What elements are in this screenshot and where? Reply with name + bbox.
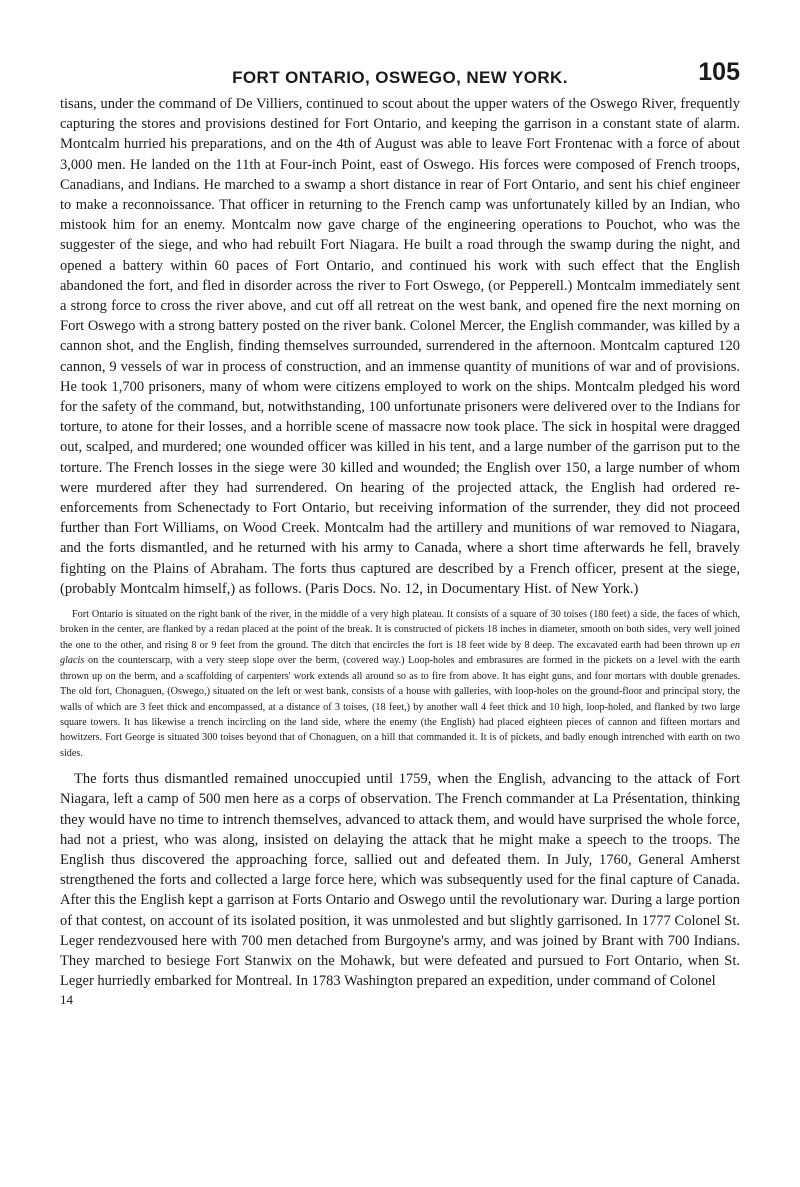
note-text-part-2: on the counterscarp, with a very steep slope over the berm, (covered way.) Loop-holes and embrasures are formed in the pickets on a level with the earth thrown up on the berm, and a scaffolding of carpenters' work extends all around so as to fire from above. It has eight guns, and four mortars with double grenades. The old fort, Chonaguen, (Oswego,) situated on the left or west bank, consists of a house with galleries, with loop-holes on the ground-floor and principal story, the walls of which are 3 feet thick and encompassed, at a distance of 3 toises, (18 feet,) by another wall 4 feet thick and 10 high, loop-holed, and flanked by two large square towers. It has likewise a trench incircling on the land side, where the enemy (the English) had placed eighteen pieces of cannon and fifteen mortars and howitzers. Fort George is situated 300 toises beyond that of Chonaguen, on a hill that commanded it. It is of pickets, and badly enough intrenched with earth on two sides. [60,655,740,759]
running-title: FORT ONTARIO, OSWEGO, NEW YORK. [232,68,568,87]
page-number: 105 [698,58,740,86]
book-page [60,58,740,1008]
signature-mark: 14 [60,992,73,1008]
note-italic-term: en glacis [60,639,740,667]
body-paragraph-2: The forts thus dismantled remained unoccupied until 1759, when the English, advancing to the attack of Fort Niagara, left a camp of 500 men here as a corps of observation. The French commander at La Présentation, thinking they would have no time to intrench themselves, advanced to attack them, and would have surprised the whole force, had not a priest, who was along, insisted on delaying the attack that he might make a speech to the troops. The English thus discovered the approaching force, sallied out and defeated them. In July, 1760, General Amherst strengthened the forts and collected a large force here, which was subsequently used for the final capture of Canada. After this the English kept a garrison at Forts Ontario and Oswego until the revolutionary war. During a large portion of that contest, on account of its isolated position, it was unmolested and but slightly garrisoned. In 1777 Colonel St. Leger rendezvoused here with 700 men detached from Burgoyne's army, and was joined by Brant with 700 Indians. They marched to besiege Fort Stanwix on the Mohawk, but were defeated and pursued to Fort Ontario, when St. Leger hurriedly embarked for Montreal. In 1783 Washington prepared an expedition, under command of Colonel [60,771,740,990]
body-paragraph-1: tisans, under the command of De Villiers, continued to scout about the upper waters of the Oswego River, frequently capturing the stores and provisions destined for Fort Ontario, and keeping the garrison in a constant state of alarm. Montcalm hurried his preparations, and on the 4th of August was able to leave Fort Frontenac with a force of about 3,000 men. He landed on the 11th at Four-inch Point, east of Oswego. His forces were composed of French troops, Canadians, and Indians. He marched to a swamp a short distance in rear of Fort Ontario, and sent his chief engineer to make a reconnoissance. That officer in returning to the French camp was unfortunately killed by an Indian, who mistook him for an enemy. Montcalm now gave charge of the engineering operations to Pouchot, who was the suggester of the siege, and who had rebuilt Fort Niagara. He built a road through the swamp during the night, and opened a battery within 60 paces of Fort Ontario, and continued his work with such effect that the English abandoned the fort, and fled in disorder across the river to Fort Oswego, (or Pepperell.) Montcalm immediately sent a strong force to cross the river above, and cut off all retreat on the west bank, and opened fire the next morning on Fort Oswego with a strong battery posted on the river bank. Colonel Mercer, the English commander, was killed by a cannon shot, and the English, finding themselves surrounded, surrendered in the afternoon. Montcalm captured 120 cannon, 9 vessels of war in process of construction, and an immense quantity of munitions of war and of provisions. He took 1,700 prisoners, many of whom were citizens employed to work on the ships. Montcalm pledged his word for the safety of the command, but, notwithstanding, 100 unfortunate prisoners were delivered over to the Indians for torture, to atone for their losses, and a horrible scene of massacre now took place. The sick in hospital were dragged out, scalped, and murdered; one wounded officer was killed in his tent, and a large number of the garrison put to the torture. The French losses in the siege were 30 killed and wounded; the English over 150, a large number of whom were murdered after they had surrendered. On hearing of the projected attack, the English had ordered re-enforcements from Schenectady to Fort Ontario, but receiving information of the surrender, they did not proceed further than Fort Williams, on Wood Creek. Montcalm had the artillery and munitions of war removed to Niagara, and the forts dismantled, and he returned with his army to Canada, where a short time afterwards he fell, bravely fighting on the Plains of Abraham. The forts thus captured are described by a French officer, present at the siege, (probably Montcalm himself,) as follows. (Paris Docs. No. 12, in Documentary Hist. of New York.) [60,96,740,597]
running-head [60,58,740,94]
note-text-part-1: Fort Ontario is situated on the right bank of the river, in the middle of a very high plateau. It consists of a square of 30 toises (180 feet) a side, the faces of which, broken in the center, are flanked by a redan placed at the point of the break. It is constructed of pickets 18 inches in diameter, smooth on both sides, very well joined the one to the other, and rising 8 or 9 feet from the ground. The ditch that encircles the fort is 18 feet wide by 8 deep. The excavated earth had been thrown up [60,609,740,651]
quoted-description-note [60,607,740,761]
